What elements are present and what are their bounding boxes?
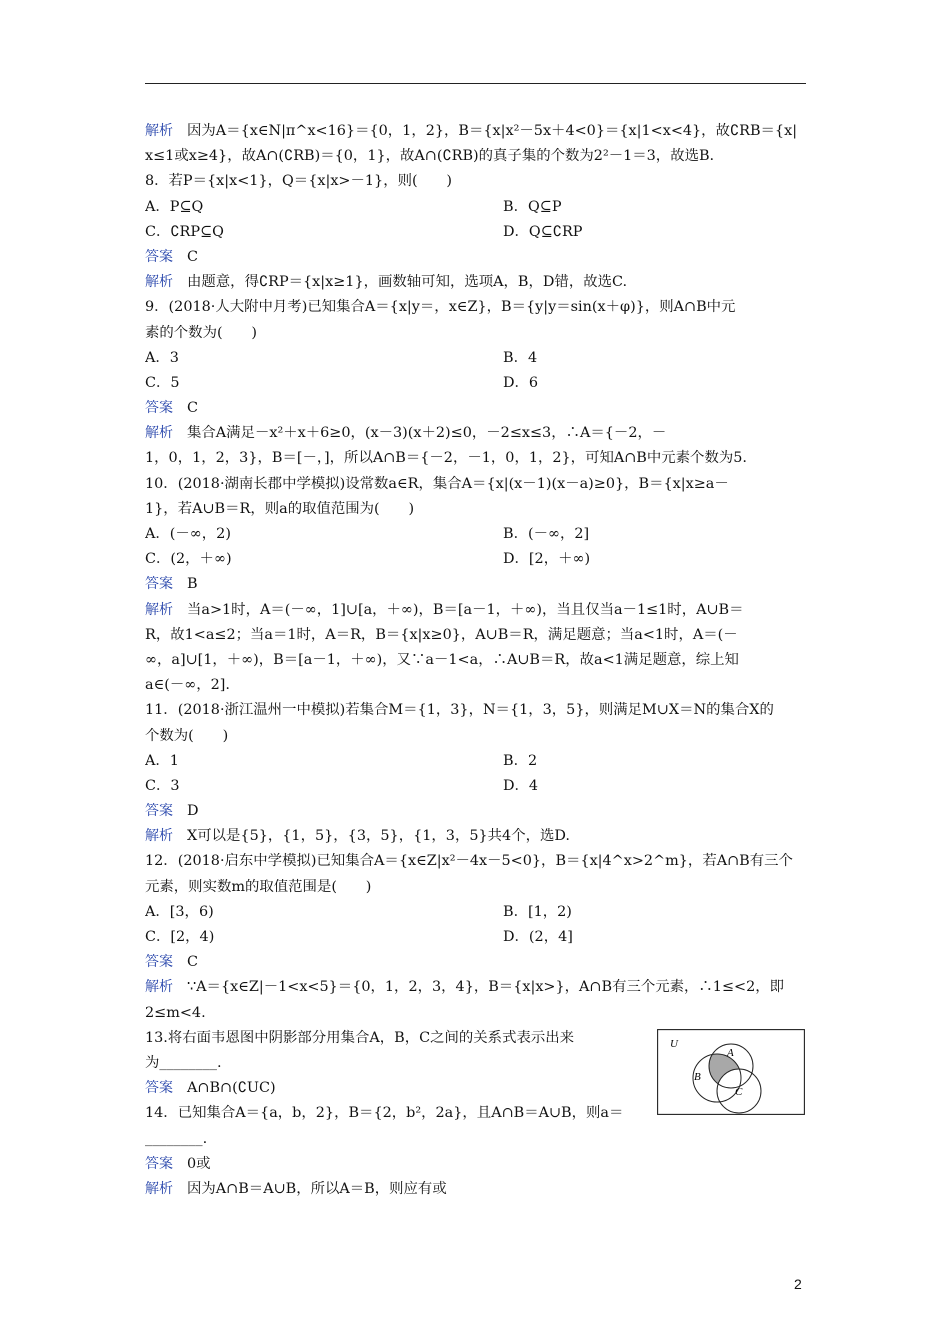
answer-label: 答案 <box>145 400 173 417</box>
text-line <box>145 799 806 824</box>
choice-option: A．[3，6) <box>145 903 214 920</box>
answer-label: 答案 <box>145 803 173 820</box>
line-text: 个数为( ) <box>145 727 229 744</box>
text-line <box>145 1001 806 1026</box>
choice-option: D．Q⊆∁RP <box>503 223 583 240</box>
analysis-label: 解析 <box>145 979 173 996</box>
line-text: C <box>187 954 199 971</box>
choice-option: D．[2，＋∞) <box>503 551 591 568</box>
answer-label: 答案 <box>145 248 173 265</box>
line-text: 当a>1时，A＝(－∞，1]∪[a，＋∞)，B＝[a－1，＋∞)，当且仅当a－1≤1时，A∪B＝ <box>187 601 744 618</box>
choice-option: D．6 <box>503 374 539 391</box>
line-text: 因为A∩B＝A∪B，所以A＝B，则应有或 <box>187 1180 447 1197</box>
choice-option: B．Q⊆P <box>503 198 562 215</box>
text-line <box>145 623 806 648</box>
text-line <box>145 396 806 421</box>
text-line <box>145 522 806 547</box>
text-line <box>145 245 806 270</box>
choice-option: B．4 <box>503 349 538 366</box>
line-text: 12．(2018·启东中学模拟)已知集合A＝{x∈Z|x²－4x－5<0}，B＝{x|4^x>2^m}，若A∩B有三个 <box>145 853 793 870</box>
text-line <box>145 824 806 849</box>
text-line <box>145 346 806 371</box>
text-line <box>145 648 806 673</box>
line-text: 素的个数为( ) <box>145 324 257 341</box>
line-text: C <box>187 400 199 417</box>
text-line <box>145 119 806 144</box>
text-line <box>145 144 806 169</box>
line-text: 集合A满足－x²＋x＋6≥0，(x－3)(x＋2)≤0，－2≤x≤3，∴A＝{－2，－ <box>187 425 667 442</box>
choice-option: D．(2，4] <box>503 929 573 945</box>
line-text: a∈(－∞，2]. <box>145 677 230 694</box>
choice-option: B．2 <box>503 752 538 769</box>
line-text: 1}，若A∪B＝R，则a的取值范围为( ) <box>145 500 415 517</box>
line-text: x≤1或x≥4}，故A∩(∁RB)＝{0，1}，故A∩(∁RB)的真子集的个数为2²－1＝3，故选B. <box>145 148 715 165</box>
text-line <box>145 371 806 396</box>
text-line <box>145 270 806 295</box>
text-line <box>145 472 806 497</box>
text-line <box>145 421 806 446</box>
text-line <box>145 724 806 749</box>
line-text: ∞，a]∪[1，＋∞)，B＝[a－1，＋∞)，又∵a－1<a，∴A∪B＝R，故a<1满足题意，综上知 <box>145 651 739 668</box>
line-text: 11．(2018·浙江温州一中模拟)若集合M＝{1，3}，N＝{1，3，5}，则满足M∪X＝N的集合X的 <box>145 702 774 719</box>
text-line <box>145 749 806 774</box>
choice-option: A．(－∞，2) <box>145 526 231 542</box>
text-line <box>145 975 806 1000</box>
choice-option: B．(－∞，2] <box>503 526 590 542</box>
text-line <box>145 598 806 623</box>
choice-option: A．P⊆Q <box>145 198 204 215</box>
header-rule <box>145 83 806 84</box>
line-text: 1，0，1，2，3}，B＝[－，]，所以A∩B＝{－2，－1，0，1，2}，可知A∩B中元素个数为5. <box>145 450 747 467</box>
line-text: ∵A＝{x∈Z|－1<x<5}＝{0，1，2，3，4}，B＝{x|x>}，A∩B有三个元素，∴1≤<2，即 <box>187 979 785 996</box>
choice-option: B．[1，2) <box>503 903 572 920</box>
text-line <box>145 572 806 597</box>
text-line <box>145 849 806 874</box>
choice-option: C．(2，＋∞) <box>145 551 232 568</box>
venn-label-a: A <box>727 1047 734 1059</box>
line-text: X可以是{5}，{1，5}，{3，5}，{1，3，5}共4个，选D. <box>187 828 570 845</box>
page-number: 2 <box>794 1276 802 1292</box>
line-text: 2≤m<4. <box>145 1004 206 1021</box>
line-text: 8．若P＝{x|x<1}，Q＝{x|x>－1}，则( ) <box>145 173 452 190</box>
choice-option: A．1 <box>145 752 179 769</box>
text-line <box>145 1051 640 1076</box>
text-line <box>145 1076 640 1101</box>
text-line <box>145 875 806 900</box>
analysis-label: 解析 <box>145 274 173 291</box>
venn-label-u: U <box>670 1038 678 1050</box>
text-line <box>145 446 806 471</box>
choice-option: C．[2，4) <box>145 929 215 945</box>
text-line <box>145 698 806 723</box>
line-text: ________. <box>145 1130 208 1147</box>
line-text: 元素，则实数m的取值范围是( ) <box>145 878 372 895</box>
line-text: 10．(2018·湖南长郡中学模拟)设常数a∈R，集合A＝{x|(x－1)(x－a)≥0}，B＝{x|x≥a－ <box>145 475 729 492</box>
text-line <box>145 295 806 320</box>
text-line <box>145 950 806 975</box>
answer-label: 答案 <box>145 1080 173 1097</box>
text-line <box>145 1101 640 1126</box>
text-line <box>145 1152 806 1177</box>
line-text: D <box>187 803 199 820</box>
text-line <box>145 925 806 950</box>
choice-option: D．4 <box>503 777 539 794</box>
line-text: 9．(2018·人大附中月考)已知集合A＝{x|y＝，x∈Z}，B＝{y|y＝sin(x＋φ)}，则A∩B中元 <box>145 299 736 316</box>
line-text: 为________. <box>145 1054 222 1071</box>
answer-label: 答案 <box>145 1155 173 1172</box>
text-line <box>145 673 806 698</box>
answer-label: 答案 <box>145 576 173 593</box>
answer-label: 答案 <box>145 954 173 971</box>
line-text: C <box>187 248 199 265</box>
line-text: 因为A＝{x∈N|π^x<16}＝{0，1，2}，B＝{x|x²－5x＋4<0}＝{x|1<x<4}，故∁RB＝{x| <box>187 123 798 139</box>
text-line <box>145 1127 806 1152</box>
line-text: 0或 <box>187 1155 211 1172</box>
text-line <box>145 169 806 194</box>
line-text: 13.将右面韦恩图中阴影部分用集合A，B，C之间的关系式表示出来 <box>145 1029 575 1046</box>
text-line <box>145 547 806 572</box>
venn-label-c: C <box>735 1086 743 1098</box>
analysis-label: 解析 <box>145 425 173 442</box>
venn-label-b: B <box>694 1071 701 1083</box>
text-line <box>145 220 806 245</box>
text-line <box>145 1177 806 1202</box>
line-text: 由题意，得∁RP＝{x|x≥1}，画数轴可知，选项A，B，D错，故选C. <box>187 274 628 291</box>
text-line <box>145 321 806 346</box>
analysis-label: 解析 <box>145 601 173 618</box>
choice-option: A．3 <box>145 349 179 366</box>
choice-option: C．∁RP⊆Q <box>145 223 224 240</box>
analysis-label: 解析 <box>145 123 173 139</box>
analysis-label: 解析 <box>145 1180 173 1197</box>
text-line <box>145 195 806 220</box>
text-line <box>145 900 806 925</box>
text-line <box>145 1026 640 1051</box>
line-text: 14．已知集合A＝{a，b，2}，B＝{2，b²，2a}，且A∩B＝A∪B，则a＝ <box>145 1105 624 1122</box>
analysis-label: 解析 <box>145 828 173 845</box>
venn-diagram <box>657 1029 805 1115</box>
line-text: B <box>187 576 198 593</box>
choice-option: C．5 <box>145 374 180 391</box>
line-text: R，故1<a≤2；当a＝1时，A＝R，B＝{x|x≥0}，A∪B＝R，满足题意；当a<1时，A＝(－ <box>145 626 738 643</box>
choice-option: C．3 <box>145 777 180 794</box>
line-text: A∩B∩(∁UC) <box>187 1080 276 1097</box>
text-line <box>145 774 806 799</box>
text-line <box>145 497 806 522</box>
